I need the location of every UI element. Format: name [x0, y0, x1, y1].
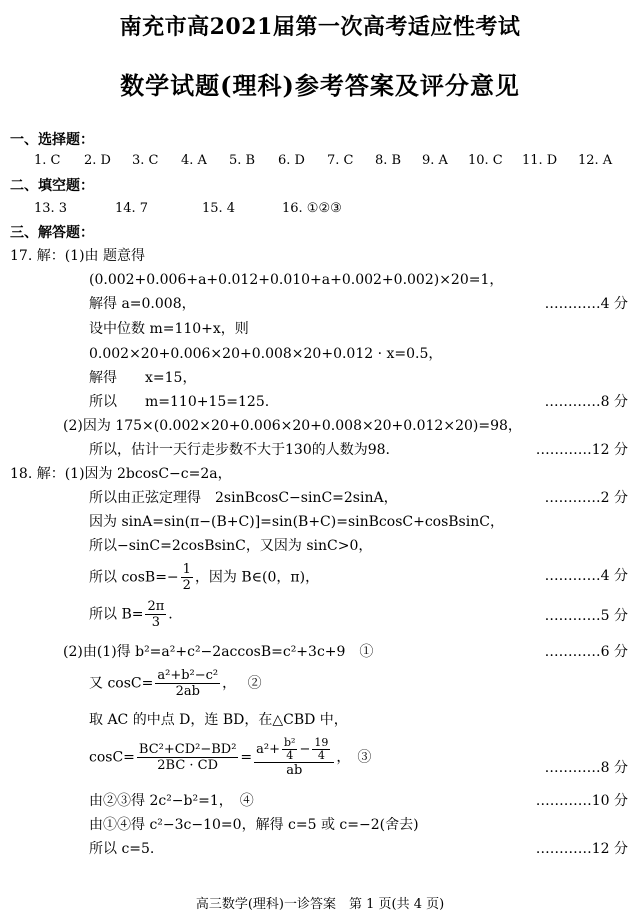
- q18-line-cosC-median: cosC= $\frac{\text{BC²+CD²−BD²}}{2BC \cdot CD}$ = a²+ $\frac{\text{b²}}{4}$ − $\frac{19}{4}$ ab ， ③: [89, 736, 372, 778]
- score-mark: …………8 分: [544, 760, 628, 776]
- fill-answer: 13. 3: [34, 201, 68, 216]
- q17-line: (0.002+0.006+a+0.012+0.010+a+0.002+0.002)×20=1，: [89, 272, 504, 288]
- section-solution-heading: 三、解答题：: [10, 225, 94, 241]
- choice-answer: 5. B: [229, 153, 256, 168]
- score-mark: …………8 分: [544, 394, 628, 410]
- q17-line: 设中位数 m=110+x，则: [89, 321, 249, 337]
- fraction: a²+ $\frac{\text{b²}}{4}$ − $\frac{19}{4}$ ab: [254, 737, 334, 778]
- score-mark: …………12 分: [535, 442, 628, 458]
- choice-answer: 1. C: [34, 153, 61, 168]
- q18-line: 所以 c=5.: [89, 841, 155, 857]
- fill-answer: 16. ①②③: [282, 201, 342, 216]
- q18-line: 因为 sinA=sin(π−(B+C)]=sin(B+C)=sinBcosC+cosBsinC，: [89, 514, 504, 530]
- q17-line: (2)因为 175×(0.002×20+0.006×20+0.008×20+0.012×20)=98，: [63, 418, 522, 434]
- exam-title: 南充市高2021届第一次高考适应性考试: [119, 14, 521, 40]
- q18-line-B: 所以 B= $\frac{2\pi}{3}$ .: [89, 599, 173, 630]
- q18-line: 由①④得 c²−3c−10=0，解得 c=5 或 c=−2(舍去): [89, 817, 419, 833]
- score-mark: …………2 分: [544, 490, 628, 506]
- score-mark: …………4 分: [544, 568, 628, 584]
- q18-line: 18. 解：(1)因为 2bcosC−c=2a，: [10, 466, 232, 482]
- choice-answer: 3. C: [132, 153, 159, 168]
- q17-line: 所以 m=110+15=125.: [89, 394, 270, 410]
- score-mark: …………4 分: [544, 296, 628, 312]
- section-choice-heading: 一、选择题：: [10, 132, 94, 148]
- page-footer: 高三数学(理科)一诊答案 第 1 页(共 4 页): [195, 897, 445, 912]
- q17-line: 解得 a=0.008，: [89, 296, 196, 312]
- choice-answer: 11. D: [522, 153, 558, 168]
- choice-answer: 2. D: [84, 153, 111, 168]
- fraction: $\frac{\text{BC²+CD²−BD²}}{2BC \cdot CD}$: [138, 742, 237, 773]
- fraction: $\frac{\text{a²+b²−c²}}{2ab}$: [157, 668, 219, 699]
- fraction: $\frac{19}{4}$: [314, 736, 329, 762]
- score-mark: …………5 分: [544, 608, 628, 624]
- score-mark: …………6 分: [544, 644, 628, 660]
- score-mark: …………12 分: [535, 841, 628, 857]
- q17-line: 17. 解：(1)由 题意得: [10, 248, 145, 264]
- score-mark: …………10 分: [535, 793, 628, 809]
- choice-answer: 12. A: [578, 153, 613, 168]
- answer-key-title: 数学试题(理科)参考答案及评分意见: [120, 71, 520, 100]
- choice-answer: 10. C: [468, 153, 503, 168]
- q18-line-cosB: 所以 cosB=− $\frac{1}{2}$ ，因为 B∈(0，π)，: [89, 562, 320, 593]
- q18-line: (2)由(1)得 b²=a²+c²−2accosB=c²+3c+9 ①: [63, 644, 374, 660]
- q17-line: 0.002×20+0.006×20+0.008×20+0.012 · x=0.5，: [89, 346, 443, 362]
- q18-line: 所以由正弦定理得 2sinBcosC−sinC=2sinA，: [89, 490, 398, 506]
- section-fill-heading: 二、填空题：: [10, 178, 94, 194]
- choice-answer: 8. B: [375, 153, 402, 168]
- q17-line: 解得 x=15，: [89, 370, 197, 386]
- q18-line: 取 AC 的中点 D，连 BD，在△CBD 中，: [89, 712, 348, 728]
- choice-answer: 7. C: [327, 153, 354, 168]
- fraction: $\frac{\text{b²}}{4}$: [284, 736, 296, 762]
- q18-line-cosC: 又 cosC= $\frac{\text{a²+b²−c²}}{2ab}$ ， ②: [89, 668, 262, 699]
- q17-line: 所以，估计一天行走步数不大于130的人数为98.: [89, 442, 390, 458]
- q18-line: 由②③得 2c²−b²=1， ④: [89, 793, 254, 809]
- fill-answer: 15. 4: [202, 201, 236, 216]
- fill-answer: 14. 7: [115, 201, 149, 216]
- fraction: $\frac{2\pi}{3}$: [147, 599, 165, 630]
- choice-answer: 6. D: [278, 153, 305, 168]
- choice-answer: 9. A: [422, 153, 448, 168]
- fraction: $\frac{1}{2}$: [182, 562, 191, 593]
- choice-answer: 4. A: [181, 153, 207, 168]
- q18-line: 所以−sinC=2cosBsinC，又因为 sinC>0，: [89, 538, 373, 554]
